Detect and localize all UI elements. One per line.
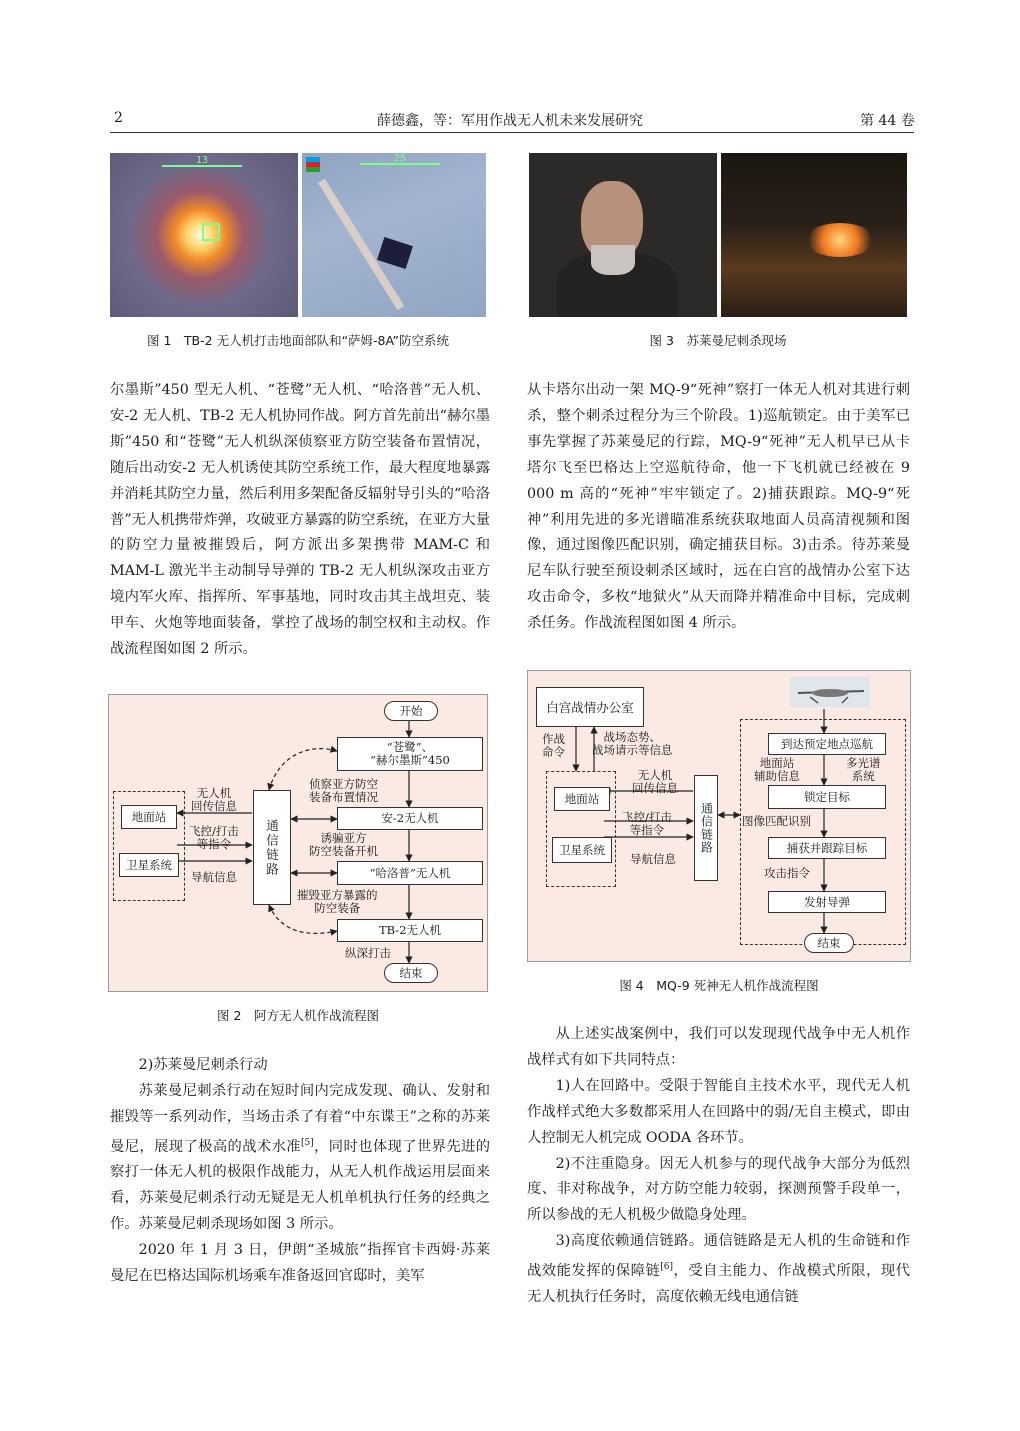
- left-paragraph-1: 尔墨斯”450 型无人机、“苍鹭”无人机、“哈洛普”无人机、安-2 无人机、TB-2 无人机协同作战。阿方首先前出“赫尔墨斯”450 和“苍鹭”无人机纵深侦察亚方防空装备布置情况，随后出动安-2 无人机诱使其防空系统工作，最大程度地暴露并消耗其防空力量，然后利用多架配备反辐射导引头的“哈洛普”无人机携带炸弹，攻破亚方暴露的防空系统，在亚方大量的防空力量被摧毁后，阿方派出多架携带 MAM-C 和 MAM-L 激光半主动制导导弹的 TB-2 无人机纵深攻击亚方境内军火库、指挥所、军事基地，同时攻击其主战坦克、装甲车、火炮等地面装备，掌控了战场的制空权和主动权。作战流程图如图 2 所示。: [110, 382, 490, 658]
- fig2-nav-label: 导航信息: [191, 870, 237, 884]
- fig4-whitehouse-node: 白宫战情办公室: [536, 687, 644, 727]
- fig2-an2-node: 安-2无人机: [337, 807, 483, 830]
- fig4-satellite-system: 卫星系统: [552, 837, 612, 863]
- fig2-flight-cmd-label: 飞控/打击 等指令: [189, 824, 239, 851]
- fig2-lure-label: 诱骗亚方 防空装备开机: [309, 831, 378, 858]
- fig2-ground-station: 地面站: [121, 805, 177, 829]
- fig1-photo-explosion: [110, 153, 298, 317]
- fig4-patrol-node: 到达预定地点巡航: [768, 733, 886, 755]
- left-paragraph-3: 苏莱曼尼刺杀行动在短时间内完成发现、确认、发射和摧毁等一系列动作，当场击杀了有着“中东谍王”之称的苏莱曼尼，展现了极高的战术水准[5]，同时也体现了世界先进的察打一体无人机的极限作战能力，从无人机作战运用层面来看，苏莱曼尼刺杀行动无疑是无人机单机执行任务的经典之作。苏莱曼尼刺杀现场如图 3 所示。: [110, 1082, 490, 1233]
- fig2-start-node: 开始: [384, 701, 438, 721]
- fig4-end-node: 结束: [804, 933, 854, 953]
- fig1-caption: 图 1 TB-2 无人机打击地面部队和“萨姆-8A”防空系统: [147, 333, 449, 348]
- fig2-destroy-label: 摧毁亚方暴露的 防空装备: [297, 888, 378, 915]
- mq9-drone-icon: [790, 677, 870, 707]
- fig3-photo-portrait: [529, 153, 717, 317]
- fig4-flight-cmd-label: 飞控/打击 等指令: [622, 810, 672, 837]
- fig4-caption: 图 4 MQ-9 死神无人机作战流程图: [619, 978, 819, 993]
- header-rule: [110, 132, 914, 133]
- fig2-uav-return-label: 无人机 回传信息: [191, 786, 237, 813]
- fig4-launch-node: 发射导弹: [768, 891, 886, 913]
- fig4-image-match-label: 图像匹配识别: [742, 814, 811, 828]
- fig4-multispectral-label: 多光谱 系统: [846, 756, 881, 783]
- figure-2-diagram: [108, 694, 488, 992]
- fig1-photo-sam: [302, 153, 486, 317]
- fig4-ground-aux-label: 地面站 辅助信息: [754, 756, 800, 783]
- fig2-end-node: 结束: [384, 963, 438, 983]
- right-column-bottom: [527, 1022, 910, 1311]
- citation-5: [5]: [300, 1137, 314, 1148]
- fig4-nav-label: 导航信息: [630, 852, 676, 866]
- running-title: 薛德鑫，等：军用作战无人机未来发展研究: [377, 113, 643, 129]
- fig4-comm-link: 通信链路: [694, 775, 718, 881]
- page-number: 2: [114, 110, 123, 126]
- left-paragraph-4: 2020 年 1 月 3 日，伊朗“圣城旅”指挥官卡西姆·苏莱曼尼在巴格达国际机场乘车准备返回官邸时，美军: [110, 1242, 490, 1285]
- right-paragraph-2: 从上述实战案例中，我们可以发现现代战争中无人机作战样式有如下共同特点：: [527, 1026, 910, 1068]
- fig4-capture-node: 捕获并跟踪目标: [768, 837, 886, 859]
- fig4-attack-cmd-label: 攻击指令: [764, 866, 810, 880]
- fig1-hud-label-left: 13: [196, 155, 209, 166]
- right-paragraph-3: 1)人在回路中。受限于智能自主技术水平，现代无人机作战样式绝大多数都采用人在回路中的弱/无自主模式，即由人控制无人机完成 OODA 各环节。: [527, 1077, 910, 1146]
- fig4-battle-cmd-label: 作战 命令: [542, 732, 565, 759]
- fig2-deep-strike-label: 纵深打击: [345, 946, 391, 960]
- fig3-caption: 图 3 苏莱曼尼刺杀现场: [649, 333, 787, 348]
- fig2-comm-link: 通信链路: [253, 790, 291, 905]
- left-column-top: [110, 378, 490, 663]
- fig2-tb2-node: TB-2无人机: [337, 919, 483, 942]
- fig3-photo-wreck: [721, 153, 907, 317]
- right-column-top: [527, 378, 910, 637]
- fig4-situation-label: 战场态势、 战场请示等信息: [592, 730, 673, 757]
- right-paragraph-4: 2)不注重隐身。因无人机参与的现代战争大部分为低烈度、非对称战争，对方防空能力较弱，探测预警手段单一，所以参战的无人机极少做隐身处理。: [527, 1155, 910, 1224]
- figure-4-diagram: [527, 670, 911, 962]
- fig2-satellite-system: 卫星系统: [119, 853, 179, 877]
- fig2-harop-node: “哈洛普”无人机: [337, 861, 483, 885]
- right-paragraph-1: 从卡塔尔出动一架 MQ-9“死神”察打一体无人机对其进行刺杀，整个刺杀过程分为三个阶段。1)巡航锁定。由于美军已事先掌握了苏莱曼尼的行踪，MQ-9“死神”无人机早已从卡塔尔飞至巴格达上空巡航待命，他一下飞机就已经被在 9 000 m 高的“死神”牢牢锁定了。2)捕获跟踪。MQ-9“死神”利用先进的多光谱瞄准系统获取地面人员高清视频和图像，通过图像匹配识别，确定捕获目标。3)击杀。待苏莱曼尼车队行驶至预设刺杀区域时，远在白宫的战情办公室下达攻击命令，多枚“地狱火”从天而降并精准命中目标，完成刺杀任务。作战流程图如图 4 所示。: [527, 382, 910, 632]
- fig4-lock-node: 锁定目标: [768, 785, 886, 809]
- right-paragraph-5: 3)高度依赖通信链路。通信链路是无人机的生命链和作战效能发挥的保障链[6]，受自主能力、作战模式所限，现代无人机执行任务时，高度依赖无线电通信链: [527, 1233, 911, 1305]
- volume-label: 第 44 卷: [860, 113, 915, 129]
- fig1-hud-label-right: 25: [394, 153, 407, 164]
- fig4-ground-station: 地面站: [554, 787, 610, 811]
- fig2-recon-label: 侦察亚方防空 装备布置情况: [309, 777, 378, 804]
- fig2-caption: 图 2 阿方无人机作战流程图: [217, 1008, 379, 1023]
- left-subheading: 2)苏莱曼尼刺杀行动: [138, 1057, 268, 1073]
- citation-6: [6]: [660, 1262, 674, 1273]
- fig4-uav-return-label: 无人机 回传信息: [632, 768, 678, 795]
- fig2-hermes-node: “苍鹭”、 “赫尔墨斯”450: [337, 737, 483, 771]
- left-column-bottom: [110, 1053, 490, 1290]
